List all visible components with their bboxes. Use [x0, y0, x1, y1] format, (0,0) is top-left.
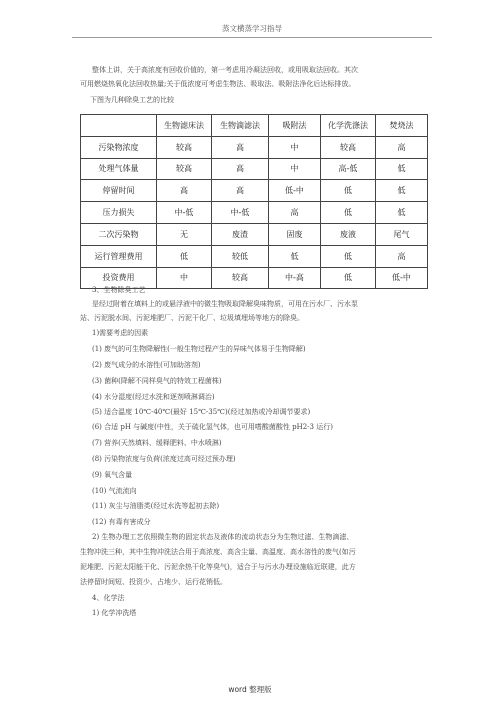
factor-item: (5) 适合温度 10℃-40℃(最好 15℃-35℃)(经过加热或冷却调节要求) — [92, 408, 311, 416]
table-header-cell: 生物滴滤法 — [212, 115, 269, 137]
factor-item: (7) 营养(天然填料、缓释肥料、中水喷淋) — [92, 439, 222, 447]
table-cell: 中 — [269, 158, 321, 180]
intro-line-3: 下图为几种除臭工艺的比较 — [90, 96, 174, 104]
table-cell: 低 — [269, 245, 321, 267]
section-4-subheading: 1) 化学冲洗塔 — [92, 609, 137, 617]
table-row — [81, 223, 428, 245]
section-3-paragraph-line-1: 是经过附着在填料上的或悬浮液中的微生物吸取降解臭味物质，可用在污水厂、污水泵 — [92, 300, 358, 308]
table-cell: 低 — [376, 202, 428, 224]
table-cell: 高 — [212, 180, 269, 202]
row-label: 处理气体量 — [81, 158, 157, 180]
row-label: 投资费用 — [81, 267, 157, 289]
table-row — [81, 202, 428, 224]
factor-item: (9) 氧气含量 — [92, 471, 133, 479]
intro-line-1: 整体上讲，关于高浓度有回收价值的，第一考虑用冷凝法回收，或用吸取法回收。其次 — [92, 66, 358, 74]
table-cell: 废渣 — [212, 223, 269, 245]
section-4-heading: 4、化学法 — [92, 594, 125, 602]
factor-item: (10) 气流流向 — [92, 487, 137, 495]
intro-line-2: 可用燃烧热氧化法回收热量;关于低浓度可考虑生物法、吸取法、吸附法净化后达标排放。 — [80, 80, 356, 88]
table-header-cell: 生物滤床法 — [157, 115, 212, 137]
table-cell: 低-中 — [269, 180, 321, 202]
page-header: 蒸文横蒸学习指导 — [222, 24, 282, 33]
section-3-paragraph-line-2: 站、污泥脱水间、污泥堆肥厂、污泥干化厂、垃圾填埋场等地方的除臭。 — [80, 314, 304, 322]
table-cell: 较高 — [212, 267, 269, 289]
table-cell: 低-中 — [376, 267, 428, 289]
table-cell: 较高 — [157, 158, 212, 180]
factor-item: (1) 废气的可生物降解性(一般生物过程产生的异味气体易于生物降解) — [92, 345, 306, 353]
table-header-cell: 焚烧法 — [376, 115, 428, 137]
table-cell: 无 — [157, 223, 212, 245]
table-row — [81, 245, 428, 267]
table-cell: 低 — [321, 245, 376, 267]
process-paragraph-line-3: 泥堆肥、污泥太阳能干化、污泥余热干化等臭气)，适合于与污水办理设施临近联建，此方 — [80, 563, 356, 571]
process-paragraph-line-1: 2) 生物办理工艺依照微生物的固定状态及液体的流动状态分为生物过滤、生物滴滤、 — [92, 533, 354, 541]
comparison-table — [80, 114, 428, 289]
table-header-cell: 吸附法 — [269, 115, 321, 137]
table-cell: 高-低 — [321, 158, 376, 180]
table-row — [81, 136, 428, 158]
factor-item: (12) 有毒有害成分 — [92, 518, 151, 526]
table-cell: 中 — [157, 267, 212, 289]
factor-item: (11) 灰尘与油脂类(经过水洗等起初去除) — [92, 502, 220, 510]
factor-item: (8) 污染物浓度与负荷(浓度过高可经过预办理) — [92, 455, 236, 463]
table-cell: 低 — [376, 180, 428, 202]
row-label: 二次污染物 — [81, 223, 157, 245]
table-cell: 低 — [321, 202, 376, 224]
table-cell: 高 — [269, 202, 321, 224]
factor-item: (4) 水分湿度(经过水洗和逐剂喷淋调治) — [92, 393, 215, 401]
table-cell: 高 — [376, 245, 428, 267]
table-cell: 低 — [321, 180, 376, 202]
table-cell: 中 — [269, 136, 321, 158]
table-row — [81, 180, 428, 202]
table-cell: 较高 — [321, 136, 376, 158]
table-cell: 尾气 — [376, 223, 428, 245]
header-divider — [72, 37, 432, 38]
page-footer: word 整理版 — [228, 685, 272, 694]
table-cell: 低 — [321, 267, 376, 289]
row-label: 压力损失 — [81, 202, 157, 224]
table-cell: 低 — [157, 245, 212, 267]
table-cell: 高 — [157, 180, 212, 202]
factor-item: (6) 合适 pH 与碱度(中性，关于硫化氢气体，也可用嗜酸菌酸性 pH2-3 运行) — [92, 423, 333, 431]
table-cell: 较低 — [212, 245, 269, 267]
row-label: 运行管理费用 — [81, 245, 157, 267]
table-cell: 中-高 — [269, 267, 321, 289]
table-cell: 中-低 — [212, 202, 269, 224]
table-cell: 高 — [212, 136, 269, 158]
table-cell: 固废 — [269, 223, 321, 245]
table-cell: 较高 — [157, 136, 212, 158]
table-cell: 中-低 — [157, 202, 212, 224]
process-paragraph-line-2: 生物冲洗三种，其中生物冲洗法合用于高浓度、高含尘量、高温度、高水溶性的废气(如污 — [80, 548, 356, 556]
table-cell: 高 — [376, 136, 428, 158]
table-row — [81, 158, 428, 180]
table-header-cell: 化学洗涤法 — [321, 115, 376, 137]
factor-item: (2) 废气成分的水溶性(可加助溶剂) — [92, 361, 201, 369]
table-cell: 高 — [212, 158, 269, 180]
table-cell: 低 — [376, 158, 428, 180]
table-header-row — [81, 115, 428, 137]
table-cell: 废液 — [321, 223, 376, 245]
row-label: 停留时间 — [81, 180, 157, 202]
process-paragraph-line-4: 法停留时间短、投资少、占地少、运行花销低。 — [80, 578, 227, 586]
factor-item: (3) 菌种(降解不同样臭气的特效工程菌株) — [92, 377, 222, 385]
factors-heading: 1)需要考虑的因素 — [92, 329, 149, 337]
row-label: 污染物浓度 — [81, 136, 157, 158]
table-header-cell — [81, 115, 157, 137]
section-3-heading: 3、生物除臭工艺 — [92, 286, 146, 294]
